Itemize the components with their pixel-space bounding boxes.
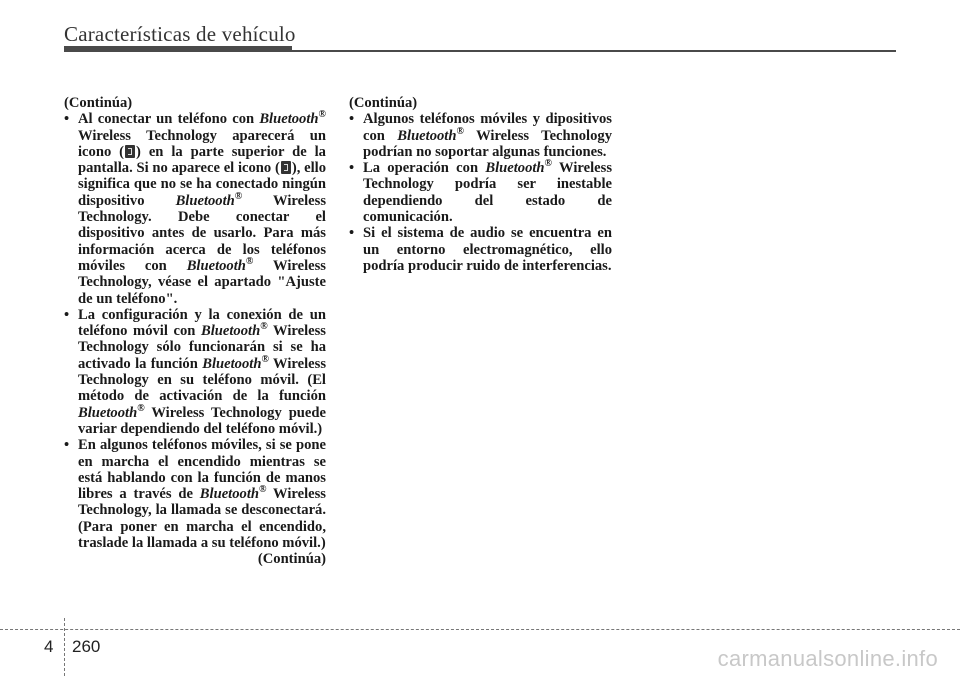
right-column	[349, 95, 612, 274]
bullet-text: La configuración y la conexión de un teléfono móvil con	[78, 306, 326, 340]
registered-mark: ®	[259, 484, 267, 496]
watermark: carmanualsonline.info	[717, 646, 938, 671]
registered-mark: ®	[260, 321, 268, 333]
bluetooth-term: Bluetooth	[199, 486, 259, 503]
bullet-text: Wireless Technology, la llamada se desconectará. (Para poner en marcha el encendido, traslade la llamada a su teléfono móvil.)	[78, 486, 326, 552]
bullet-item	[64, 437, 326, 551]
bullet-text: Wireless Technology podría ser inestable dependiendo del estado de comunicación.	[363, 160, 612, 226]
bluetooth-term: Bluetooth	[78, 404, 138, 421]
page-number: 260	[72, 637, 101, 656]
header-title: Características de vehículo	[64, 22, 296, 46]
bullet-text: Algunos teléfonos móviles y dipositivos con	[363, 111, 612, 144]
bullet-text: Wireless Technology en su teléfono móvil. (El método de activación de la función	[78, 355, 327, 405]
bluetooth-term: Bluetooth	[201, 323, 261, 340]
bullet-text: Wireless Technology aparecerá un icono (	[78, 127, 326, 160]
bluetooth-term: Bluetooth	[397, 127, 457, 144]
registered-mark: ®	[456, 125, 464, 137]
bullet-text: La operación con	[363, 160, 486, 177]
left-column	[64, 95, 326, 568]
bullet-text: Wireless Technology puede variar dependiendo del teléfono móvil.)	[78, 404, 326, 437]
bullet-item	[64, 307, 326, 437]
bluetooth-term: Bluetooth	[186, 257, 246, 274]
registered-mark: ®	[245, 256, 254, 268]
bluetooth-term: Bluetooth	[259, 111, 319, 128]
bullet-text: Wireless Technology. Debe conectar el dispositivo antes de usarlo. Para más información acerca de los teléfonos móviles con	[78, 192, 326, 274]
bluetooth-term: Bluetooth	[202, 355, 262, 372]
registered-mark: ®	[318, 109, 326, 121]
continued-label: (Continúa)	[64, 95, 133, 111]
bullet-list	[64, 111, 326, 551]
bullet-text: Wireless Technology podrían no soportar algunas funciones.	[363, 127, 612, 160]
bluetooth-status-icon	[281, 161, 291, 174]
bullet-item	[64, 111, 326, 307]
bullet-text: Al conectar un teléfono con	[78, 111, 260, 128]
header-rule-thin	[292, 50, 896, 52]
bluetooth-status-icon	[125, 145, 135, 158]
header-rule-thick	[64, 46, 292, 52]
registered-mark: ®	[544, 158, 553, 170]
bullet-item	[349, 111, 612, 160]
bullet-item	[349, 225, 612, 274]
registered-mark: ®	[261, 353, 269, 365]
footer-rule	[0, 629, 960, 630]
bullet-list	[349, 111, 612, 274]
bullet-text: ) en la parte superior de la pantalla. Si no aparece el icono (	[78, 143, 326, 177]
registered-mark: ®	[234, 190, 243, 202]
continues-label: (Continúa)	[257, 551, 326, 568]
chapter-number: 4	[44, 637, 54, 656]
bullet-text: Wireless Technology, véase el apartado "Ajuste de un teléfono".	[78, 257, 326, 307]
bullet-item	[349, 160, 612, 225]
footer-divider	[64, 618, 65, 676]
bluetooth-term: Bluetooth	[175, 192, 235, 209]
bluetooth-term: Bluetooth	[485, 160, 545, 177]
bullet-text: ), ello significa que no se ha conectado ningún dispositivo	[78, 160, 326, 209]
bullet-text: En algunos teléfonos móviles, si se pone en marcha el encendido mientras se está hablando con la función de manos libres a través de	[78, 437, 326, 503]
registered-mark: ®	[137, 402, 145, 414]
continued-label: (Continúa)	[349, 95, 418, 111]
bullet-text: Si el sistema de audio se encuentra en un entorno electromagnético, ello podría producir ruido de interferencias.	[363, 225, 612, 274]
bullet-text: Wireless Technology sólo funcionarán si se ha activado la función	[78, 323, 326, 372]
